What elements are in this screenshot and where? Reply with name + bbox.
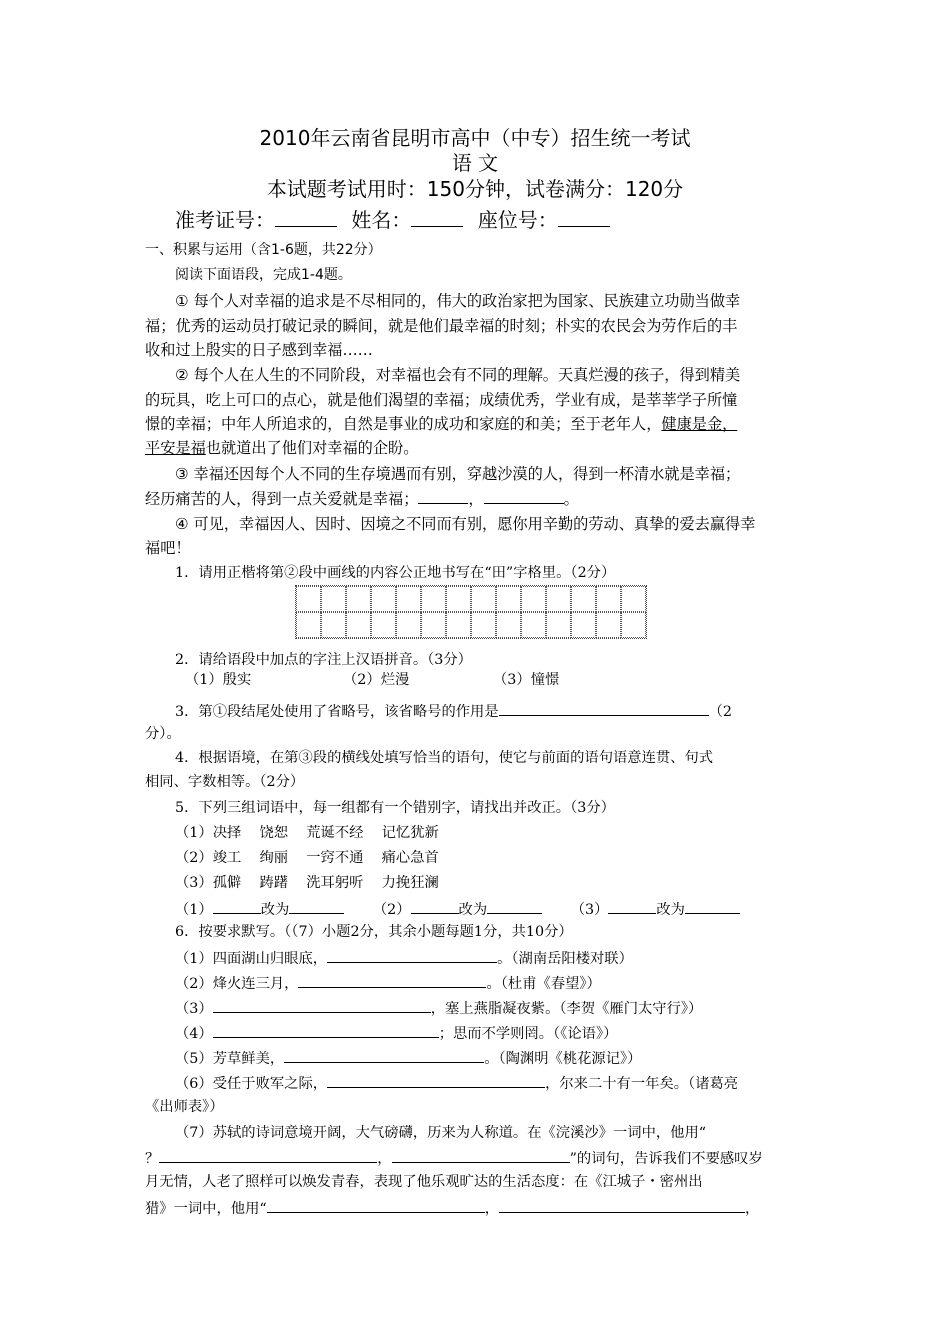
section-intro: 阅读下面语段，完成1-4题。 (175, 267, 352, 283)
q6-i7-end: ， (744, 1201, 760, 1217)
grid-cell[interactable] (346, 612, 371, 638)
q6-i7-sep-2: ， (484, 1201, 499, 1217)
q5-answer-label-1: （1） (175, 902, 213, 918)
q6-item-1 (175, 947, 810, 969)
grid-cell[interactable] (321, 586, 346, 612)
q6-item-6 (175, 1072, 810, 1094)
p3-blank-2[interactable] (484, 488, 564, 504)
q6-i1-text: （1）四面湖山归眼底， (175, 951, 328, 967)
q5-row-3: （3）孤僻 踌躇 洗耳躬听 力挽狂澜 (175, 875, 439, 891)
q6-i3-blank[interactable] (213, 997, 431, 1013)
q6-i4-source: ；思而不学则罔。（《论语》） (438, 1026, 618, 1042)
grid-cell[interactable] (521, 612, 546, 638)
passage-p1-line1: ① 每个人对幸福的追求是不尽相同的，伟大的政治家把为国家、民族建立功勋当做幸 (175, 292, 741, 310)
question-3-cont: 分）。 (145, 726, 181, 742)
grid-cell[interactable] (371, 612, 396, 638)
p3-end-mark: 。 (563, 490, 579, 508)
question-2-items (185, 670, 810, 690)
q6-i2-blank[interactable] (298, 972, 486, 988)
grid-cell[interactable] (446, 612, 471, 638)
q2-item-1: （1）殷实 (185, 672, 252, 688)
grid-cell[interactable] (471, 612, 496, 638)
q3-blank[interactable] (499, 700, 709, 716)
grid-cell[interactable] (521, 586, 546, 612)
passage-p1-line2: 福；优秀的运动员打破记录的瞬间，就是他们最幸福的时刻；朴实的农民会为劳作后的丰 (145, 317, 738, 335)
seat-label: 座位号： (477, 208, 558, 232)
q5-change-2: 改为 (458, 902, 488, 918)
grid-cell[interactable] (596, 586, 621, 612)
grid-cell[interactable] (496, 586, 521, 612)
grid-cell[interactable] (396, 586, 421, 612)
q5-blank-2a[interactable] (411, 898, 459, 914)
q6-i7-sep-1: ， (377, 1151, 392, 1167)
grid-cell[interactable] (346, 586, 371, 612)
grid-cell[interactable] (546, 586, 571, 612)
p3-blank-1[interactable] (418, 488, 468, 504)
q6-i7-blank-3[interactable] (267, 1197, 485, 1213)
q5-change-3: 改为 (656, 902, 685, 918)
seat-blank[interactable] (558, 211, 610, 227)
grid-cell[interactable] (396, 612, 421, 638)
q6-item-5 (175, 1047, 810, 1069)
q6-i6-blank[interactable] (327, 1072, 545, 1088)
passage-p2-line3-text: 憬的幸福；中年人所追求的，自然是事业的成功和家庭的和美；至于老年人， (145, 415, 662, 433)
question-4-line1: 4．根据语境，在第③段的横线处填写恰当的语句，使它与前面的语句语意连贯、句式 (175, 750, 714, 766)
question-4-line2: 相同、字数相等。（2分） (145, 774, 305, 790)
q5-blank-3b[interactable] (685, 898, 740, 914)
q3-score: （2 (708, 704, 733, 720)
passage-p3-line2-text: 经历痛苦的人，得到一点关爱就是幸福； (145, 490, 419, 508)
q6-i5-text: （5）芳草鲜美， (175, 1051, 285, 1067)
q6-i2-source: 。（杜甫《春望》） (486, 976, 601, 992)
q2-item-3: （3）憧憬 (493, 672, 560, 688)
grid-cell[interactable] (571, 612, 596, 638)
passage-p2-line2: 的玩具，吃上可口的点心，就是他们渴望的幸福；成绩优秀，学业有成，是莘莘学子所憧 (145, 391, 738, 409)
grid-cell[interactable] (296, 612, 321, 638)
time-info: 本试题考试用时：150分钟，试卷满分：120分 (266, 177, 684, 201)
q6-item-3 (175, 997, 810, 1019)
q5-answer-row (175, 898, 840, 920)
section-heading: 一、积累与运用（含1-6题，共22分） (145, 242, 382, 258)
q5-blank-2b[interactable] (487, 898, 542, 914)
grid-cell[interactable] (471, 586, 496, 612)
tian-grid[interactable] (295, 585, 647, 639)
q5-blank-3a[interactable] (608, 898, 656, 914)
passage-p2-line4-text: 也就道出了他们对幸福的企盼。 (205, 439, 419, 457)
underlined-phrase-1: 健康是金， (661, 415, 738, 433)
passage-p4-line2: 福吧！ (145, 539, 191, 557)
q5-answer-label-2: （2） (372, 902, 411, 918)
q6-i7-blank-4[interactable] (499, 1197, 745, 1213)
passage-p2-line3 (145, 414, 810, 434)
question-2: 2．请给语段中加点的字注上汉语拼音。（3分） (175, 652, 472, 668)
grid-cell[interactable] (571, 586, 596, 612)
q6-i7-line4-text: 猎》一词中，他用“ (145, 1201, 267, 1217)
q6-item-2 (175, 972, 810, 994)
q6-item-7-line4 (145, 1197, 810, 1219)
q5-answer-label-3: （3） (570, 902, 609, 918)
exam-title: 2010年云南省昆明市高中（中专）招生统一考试 (259, 126, 691, 150)
q6-i6-text: （6）受任于败军之际， (175, 1076, 328, 1092)
question-3 (175, 700, 810, 722)
passage-p3-line1: ③ 幸福还因每个人不同的生存境遇而有别，穿越沙漠的人，得到一杯清水就是幸福； (175, 465, 741, 483)
q6-i1-blank[interactable] (327, 947, 497, 963)
grid-cell[interactable] (496, 612, 521, 638)
grid-cell[interactable] (371, 586, 396, 612)
q6-i4-text: （4） (175, 1026, 213, 1042)
grid-cell[interactable] (421, 586, 446, 612)
name-blank[interactable] (411, 211, 463, 227)
q6-i7-line2-text: ”的词句，告诉我们不要感叹岁 (569, 1151, 763, 1167)
grid-cell[interactable] (296, 586, 321, 612)
underlined-phrase-2: 平安是福 (145, 439, 206, 457)
grid-cell[interactable] (321, 612, 346, 638)
question-1: 1．请用正楷将第②段中画线的内容公正地书写在“田”字格里。（2分） (175, 565, 616, 581)
q6-i5-blank[interactable] (284, 1047, 484, 1063)
q3-text: 3．第①段结尾处使用了省略号，该省略号的作用是 (175, 704, 499, 720)
q5-row-2: （2）竣工 绚丽 一窍不通 痛心急首 (175, 850, 439, 866)
grid-cell[interactable] (421, 612, 446, 638)
q6-i2-text: （2）烽火连三月， (175, 976, 299, 992)
passage-p4-line1: ④ 可见，幸福因人、因时、因境之不同而有别，愿你用辛勤的劳动、真挚的爱去赢得幸 (175, 515, 756, 533)
passage-p3-line2 (145, 488, 810, 509)
q5-row-1: （1）决择 饶恕 荒诞不经 记忆犹新 (175, 825, 439, 841)
q5-blank-1a[interactable] (213, 898, 261, 914)
grid-cell[interactable] (621, 586, 646, 612)
question-6: 6．按要求默写。（（7）小题2分，其余小题每题1分，共10分） (175, 924, 573, 940)
q6-i3-source: ，塞上燕脂凝夜紫。（李贺《雁门太守行》） (430, 1001, 703, 1017)
id-blank[interactable] (275, 211, 337, 227)
passage-p1-line3: 收和过上殷实的日子感到幸福…… (145, 341, 373, 359)
id-label: 准考证号： (175, 208, 275, 232)
name-label: 姓名： (351, 208, 412, 232)
p3-separator: ， (468, 490, 484, 508)
q6-i7-blank-2[interactable] (392, 1147, 570, 1163)
q2-item-2: （2）烂漫 (343, 672, 410, 688)
grid-cell[interactable] (596, 612, 621, 638)
q6-item-6-cont: 《出师表》） (145, 1099, 224, 1115)
passage-p2-line1: ② 每个人在人生的不同阶段，对幸福也会有不同的理解。天真烂漫的孩子，得到精美 (175, 366, 741, 384)
q6-i3-text: （3） (175, 1001, 213, 1017)
subject-title: 语 文 (451, 151, 499, 175)
q6-i6-source: ，尔来二十有一年矣。（诸葛亮 (545, 1076, 739, 1092)
q6-item-7-line3: 月无情，人老了照样可以焕发青春，表现了他乐观旷达的生活态度：在《江城子・密州出 (145, 1174, 703, 1190)
q6-i4-blank[interactable] (213, 1022, 439, 1038)
q6-item-7-line2 (145, 1147, 810, 1169)
q5-blank-1b[interactable] (289, 898, 344, 914)
q6-i7-blank-1[interactable] (159, 1147, 377, 1163)
q5-change-1: 改为 (260, 902, 290, 918)
q6-i5-source: 。（陶渊明《桃花源记》） (484, 1051, 642, 1067)
candidate-info-line (175, 205, 610, 235)
q6-i1-source: 。（湖南岳阳楼对联） (497, 951, 633, 967)
q6-i7-q-mark: ？ (145, 1151, 160, 1167)
grid-cell[interactable] (446, 586, 471, 612)
q6-item-4 (175, 1022, 810, 1044)
passage-p2-line4 (145, 438, 810, 458)
question-5: 5．下列三组词语中，每一组都有一个错别字，请找出并改正。（3分） (175, 800, 615, 816)
grid-cell[interactable] (546, 612, 571, 638)
q6-item-7-line1: （7）苏轼的诗词意境开阔，大气磅礴，历来为人称道。在《浣溪沙》一词中，他用“ (175, 1125, 707, 1141)
grid-cell[interactable] (621, 612, 646, 638)
